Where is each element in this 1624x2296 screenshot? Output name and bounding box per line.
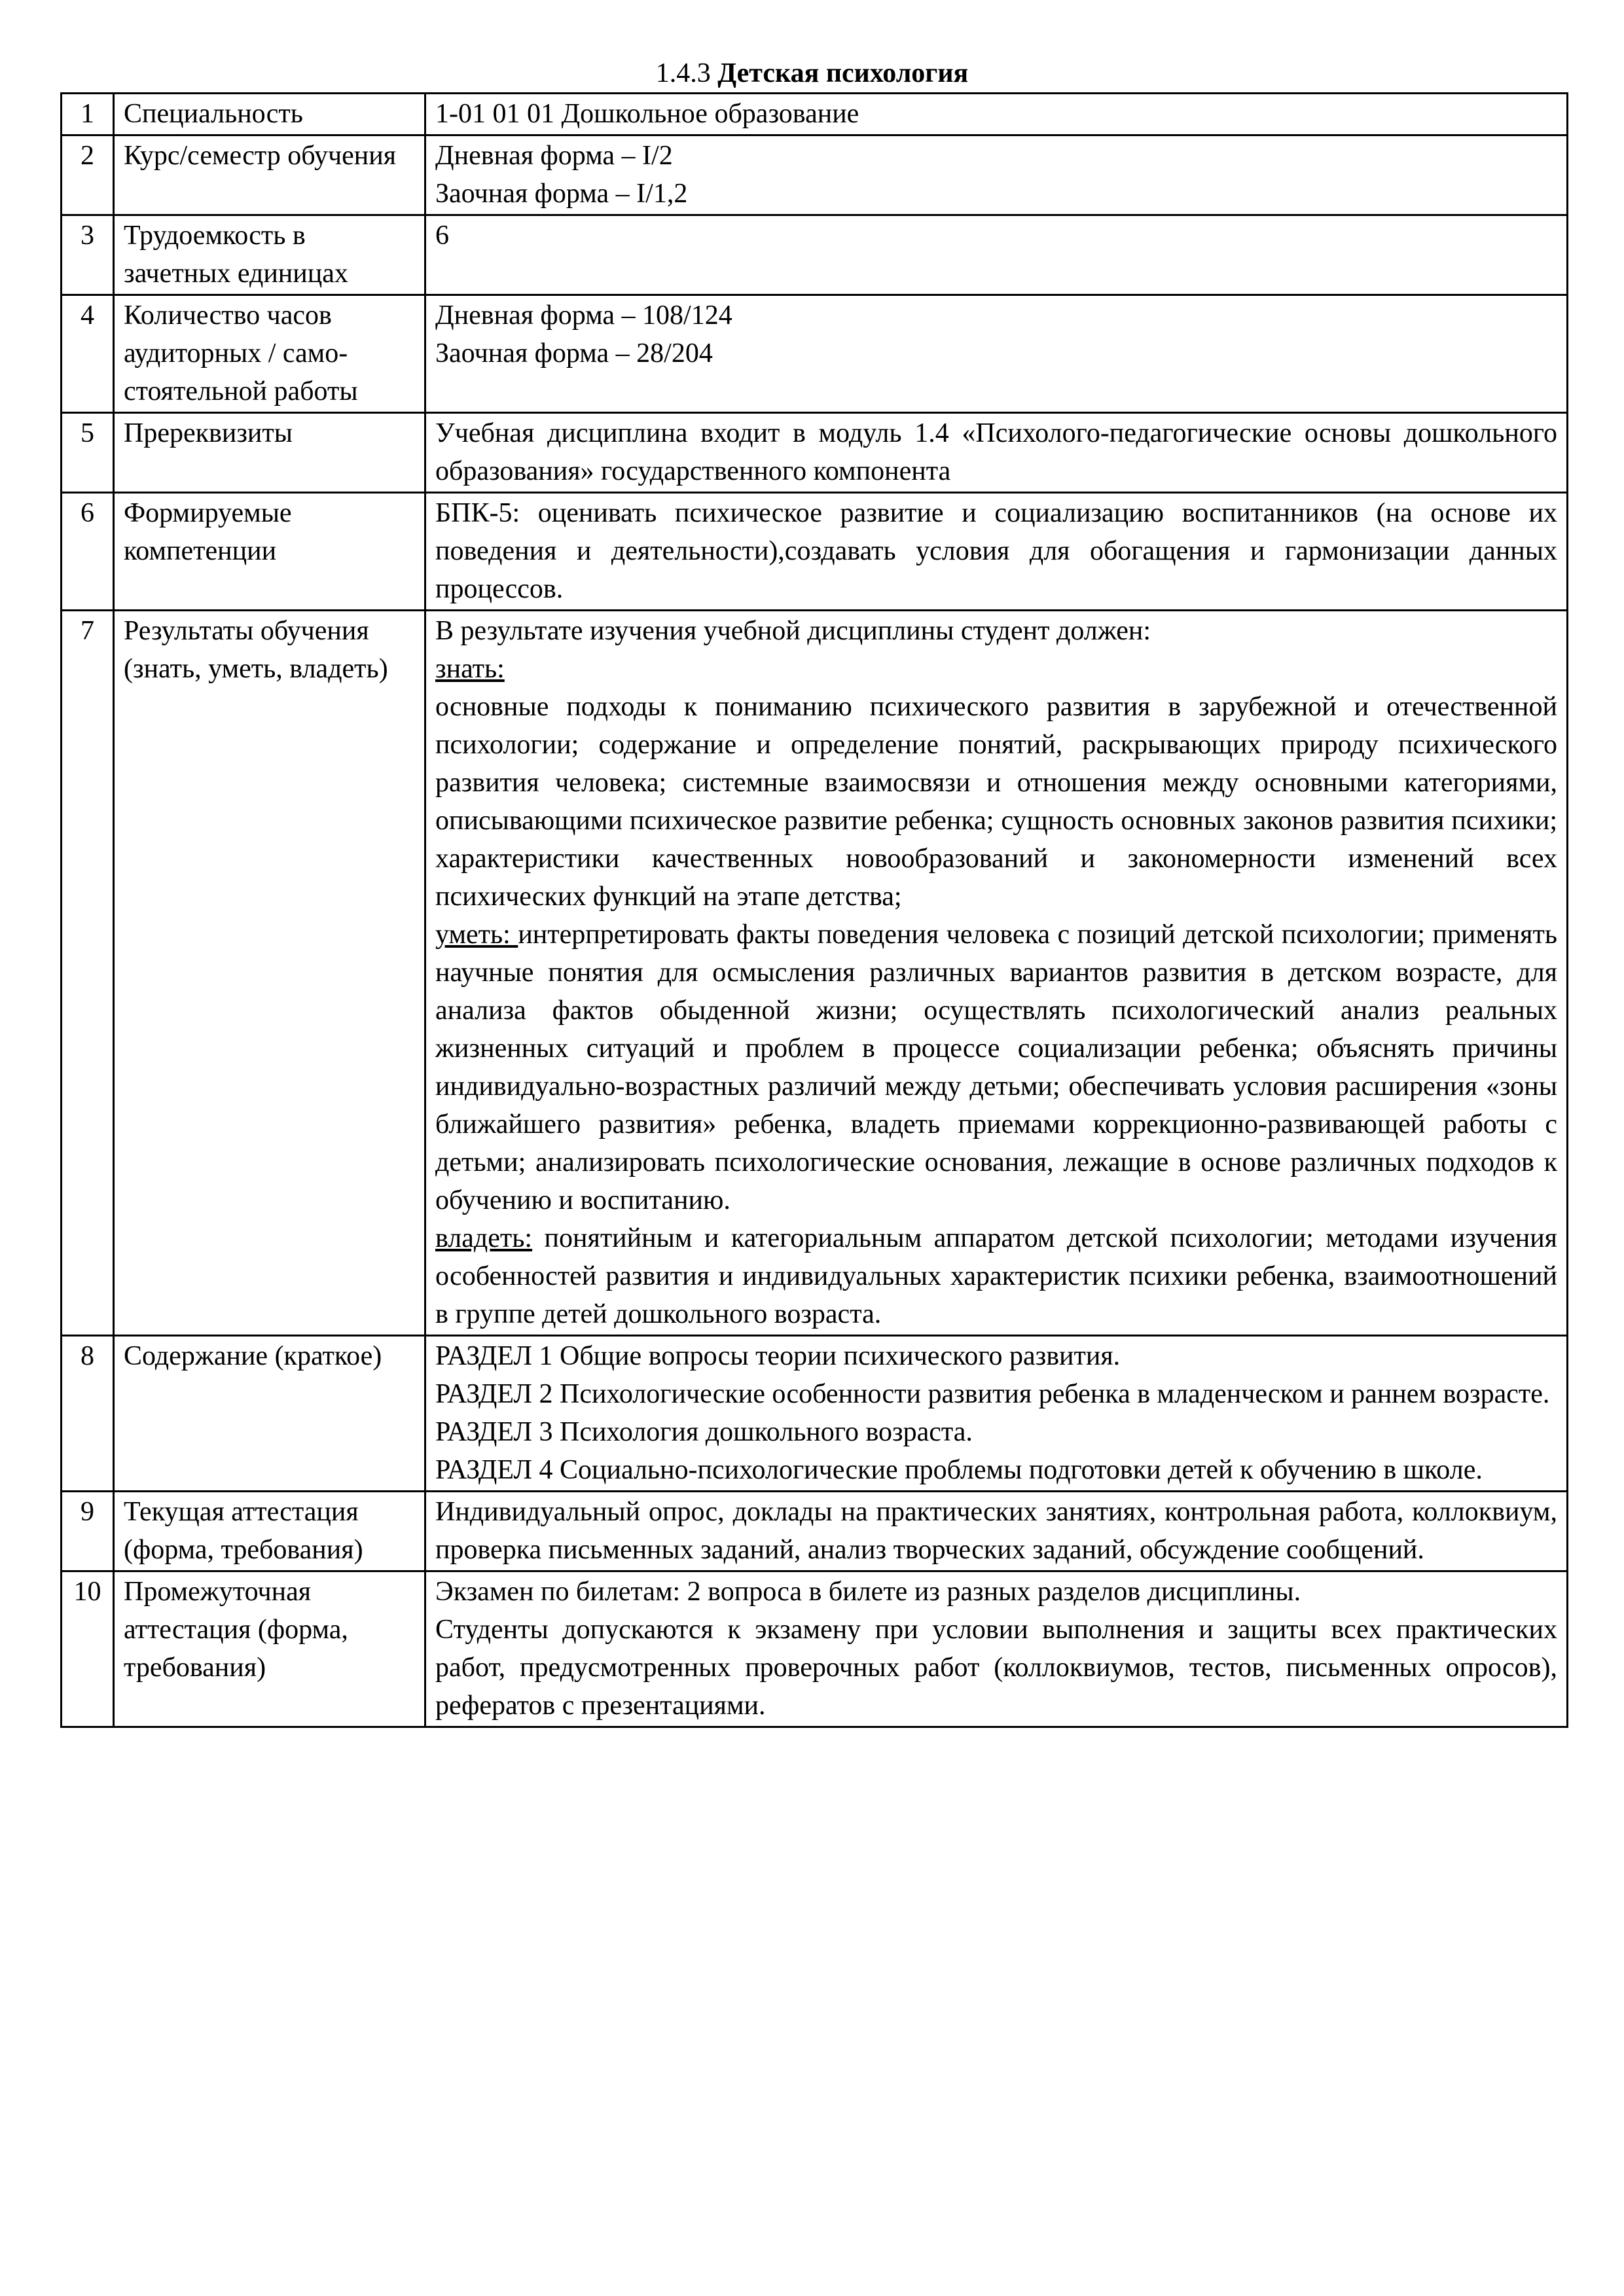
table-row [62,135,1568,215]
section-line: РАЗДЕЛ 3 Психология дошкольного возраста. [435,1417,973,1447]
row-value [425,1571,1568,1727]
row-value [425,1336,1568,1492]
value-line: Дневная форма – 108/124 [435,300,732,331]
discipline-info-table [60,92,1568,1728]
page-title [0,56,1624,90]
value-line: Экзамен по билетам: 2 вопроса в билете из разных разделов дисциплины. [435,1577,1301,1607]
value-line: Заочная форма – I/1,2 [435,179,688,209]
section-line: РАЗДЕЛ 1 Общие вопросы теории психического развития. [435,1341,1121,1371]
row-value [425,493,1568,611]
row-number: 7 [62,611,114,1336]
table-row [62,493,1568,611]
own-text: понятийным и категориальным аппаратом детской психологии; методами изучения особенностей развития и индивидуальных характеристик психики ребенка, взаимоотношений в группе детей дошкольного возраста. [435,1223,1557,1329]
can-paragraph [435,916,1557,1219]
value-line: БПК-5: оценивать психическое развитие и социализацию воспитанников (на основе их поведения и деятельности),создавать условия для обогащения и гармонизации данных процессов. [435,498,1557,604]
row-value [425,94,1568,135]
can-label: уметь: [435,920,518,950]
learning-intro: В результате изучения учебной дисциплины студент должен: [435,616,1151,646]
row-number: 9 [62,1492,114,1571]
can-text: интерпретировать факты поведения человека с позиций детской психологии; применять научные понятия для осмысления различных вариантов развития в детском возрасте, для анализа фактов обыденной жизни; осуществлять психологический анализ реальных жизненных ситуаций и проблем в процессе социализации ребенка; объяснять причины индивидуально-возрастных различий между детьми; обеспечивать условия расширения «зоны ближайшего развития» ребенка, владеть приемами коррекционно-развивающей работы с детьми; анализировать психологические основания, лежащие в основе различных подходов к обучению и воспитанию. [435,920,1558,1215]
row-number: 3 [62,215,114,295]
row-number: 8 [62,1336,114,1492]
section-line: РАЗДЕЛ 2 Психологические особенности развития ребенка в младенческом и раннем возрасте. [435,1379,1550,1409]
table-row [62,1492,1568,1571]
row-label: Специальность [114,94,425,135]
row-label: Трудоемкость в зачетных единицах [114,215,425,295]
row-label: Текущая аттестация (форма, требования) [114,1492,425,1571]
row-label: Промежуточная аттестация (форма, требования) [114,1571,425,1727]
row-value [425,295,1568,413]
row-label: Пререквизиты [114,413,425,493]
discipline-title: Детская психология [717,58,969,88]
value-line: 1-01 01 01 Дошкольное образование [435,99,859,129]
table-row [62,215,1568,295]
table-row [62,94,1568,135]
table-row [62,295,1568,413]
row-value [425,215,1568,295]
row-number: 5 [62,413,114,493]
row-number: 1 [62,94,114,135]
row-label: Количество часов аудиторных / само- стоятельной работы [114,295,425,413]
row-number: 6 [62,493,114,611]
table-row [62,1336,1568,1492]
row-label: Курс/семестр обучения [114,135,425,215]
value-line: Заочная форма – 28/204 [435,338,713,368]
value-line: Дневная форма – I/2 [435,141,673,171]
table-row [62,1571,1568,1727]
know-label: знать: [435,654,505,684]
row-label: Результаты обучения (знать, уметь, владеть) [114,611,425,1336]
row-number: 4 [62,295,114,413]
value-line: Индивидуальный опрос, доклады на практических занятиях, контрольная работа, коллоквиум, проверка письменных заданий, анализ творческих заданий, обсуждение сообщений. [435,1497,1557,1565]
row-number: 10 [62,1571,114,1727]
row-number: 2 [62,135,114,215]
know-heading [435,650,1557,688]
value-line: Студенты допускаются к экзамену при условии выполнения и защиты всех практических работ, предусмотренных проверочных работ (коллоквиумов, тестов, письменных опросов), рефератов с презентациями. [435,1615,1557,1721]
row-value [425,611,1568,1336]
row-value [425,413,1568,493]
table-row [62,413,1568,493]
own-label: владеть: [435,1223,533,1253]
value-line: 6 [435,221,449,251]
row-label: Содержание (краткое) [114,1336,425,1492]
row-value [425,135,1568,215]
value-line: Учебная дисциплина входит в модуль 1.4 «Психолого-педагогические основы дошкольного образования» государственного компонента [435,418,1557,486]
section-line: РАЗДЕЛ 4 Социально-психологические проблемы подготовки детей к обучению в школе. [435,1455,1483,1485]
row-value [425,1492,1568,1571]
table-row [62,611,1568,1336]
section-number: 1.4.3 [655,58,711,88]
own-paragraph [435,1219,1557,1333]
know-text: основные подходы к пониманию психического развития в зарубежной и отечественной психологии; содержание и определение понятий, раскрывающих природу психического развития человека; системные взаимосвязи и отношения между основными категориями, описывающими психическое развитие ребенка; сущность основных законов развития психики; характеристики качественных новообразований и закономерности изменений всех психических функций на этапе детства; [435,692,1557,912]
row-label: Формируемые компетенции [114,493,425,611]
